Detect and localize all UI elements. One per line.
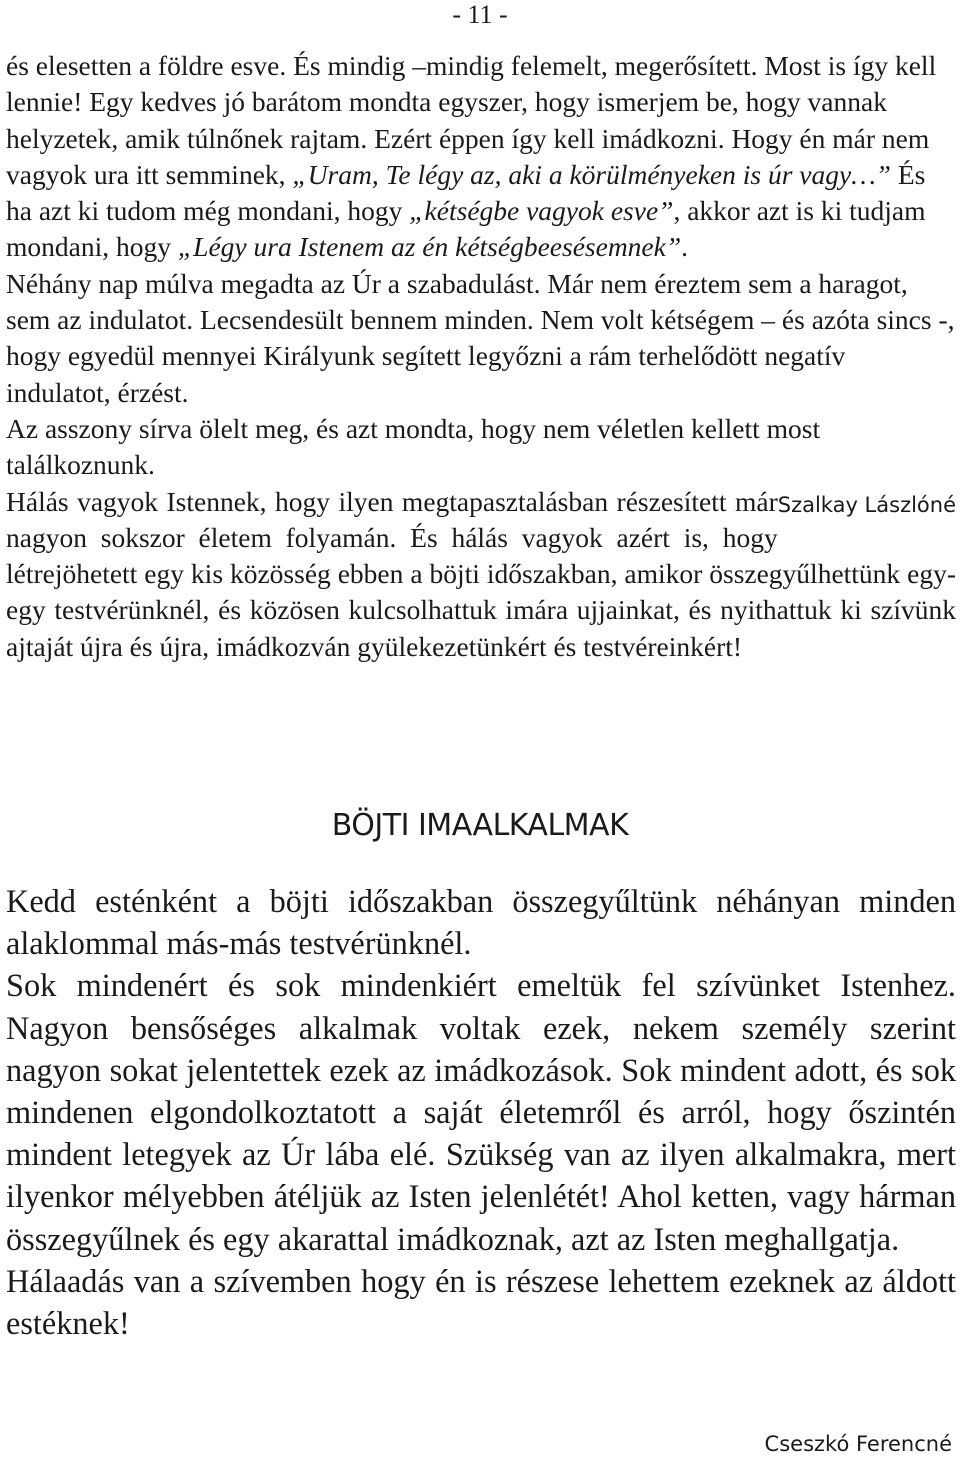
prayer-quote: „Uram, Te légy az, aki a körülményeken is úr vagy…” bbox=[292, 158, 891, 190]
story-paragraph-3: Az asszony sírva ölelt meg, és azt mondta, hogy nem véletlen kellett most találkoznunk. bbox=[6, 412, 821, 481]
prayer-meetings-section bbox=[6, 880, 956, 1344]
section-heading: BÖJTI IMAALKALMAK bbox=[331, 808, 629, 843]
page-number: - 11 - bbox=[452, 0, 508, 29]
story-text: Hálás vagyok Istennek, hogy ilyen megtapasztalásban részesített már nagyon sokszor életem folyamán. És hálás vagyok azért is, hogy létrejöhetett egy kis közösség ebben a böjti időszakban, amikor összegyűlhettünk egy-egy testvérünknél, és közösen kulcsolhattuk imára ujjainkat, és nyithattuk ki szívünk ajtaját újra és újra, imádkozván gyülekezetünkért és testvéreinkért! bbox=[6, 485, 956, 662]
story-text: és elesetten a földre esve. És mindig –mindig felemelt, megerősített. Most is így kell lennie! Egy kedves jó barátom mondta egyszer, hogy ismerjem be, hogy vannak helyzetek, amik túlnőnek rajtam. Ezért éppen így kell imádkozni. Hogy én már nem vagyok ura itt semminek, bbox=[6, 50, 937, 190]
story-paragraph-4 bbox=[6, 484, 956, 665]
story-paragraph-2: Néhány nap múlva megadta az Úr a szabadulást. Már nem éreztem sem a haragot, sem az indulatot. Lecsendesült bennem minden. Nem volt kétségem – és azóta sincs -, hogy egyedül mennyei Királyunk segített legyőzni a rám terhelődött negatív indulatot, érzést. bbox=[6, 267, 955, 408]
meetings-paragraph-1: Kedd esténként a böjti időszakban összegyűltünk néhányan minden alaklommal más-más testvérünknél. bbox=[6, 883, 956, 962]
story-text: . bbox=[681, 231, 689, 263]
prayer-quote: „Légy ura Istenem az én kétségbeesésemnek” bbox=[177, 231, 682, 263]
story-text: És ha azt ki tudom még mondani, hogy bbox=[6, 158, 926, 227]
story-text: , akkor azt is ki tudjam mondani, hogy bbox=[6, 195, 926, 263]
story-section bbox=[6, 48, 956, 665]
story-signature: Szalkay Lászlóné bbox=[777, 492, 956, 517]
meetings-paragraph-3: Hálaadás van a szívemben hogy én is részese lehettem ezeknek az áldott estéknek! bbox=[6, 1262, 956, 1342]
meetings-paragraph-2: Sok mindenért és sok mindenkiért emeltük fel szívünket Istenhez. Nagyon bensőséges alkalmak voltak ezek, nekem személy szerint nagyon sokat jelentettek ezek az imádkozások. Sok mindent adott, és sok mindenen elgondolkoztatott a saját életemről és arról, hogy őszintén mindent letegyek az Úr lába elé. Szükség van az ilyen alkalmakra, mert ilyenkor mélyebben átéljük az Isten jelenlétét! Ahol ketten, vagy hárman összegyűlnek és egy akarattal imádkoznak, azt az Isten meghallgatja. bbox=[6, 967, 956, 1257]
prayer-quote: „kétségbe vagyok esve” bbox=[409, 195, 674, 227]
story-paragraph-1 bbox=[6, 48, 956, 266]
meetings-signature: Cseszkó Ferencné bbox=[764, 1432, 952, 1456]
